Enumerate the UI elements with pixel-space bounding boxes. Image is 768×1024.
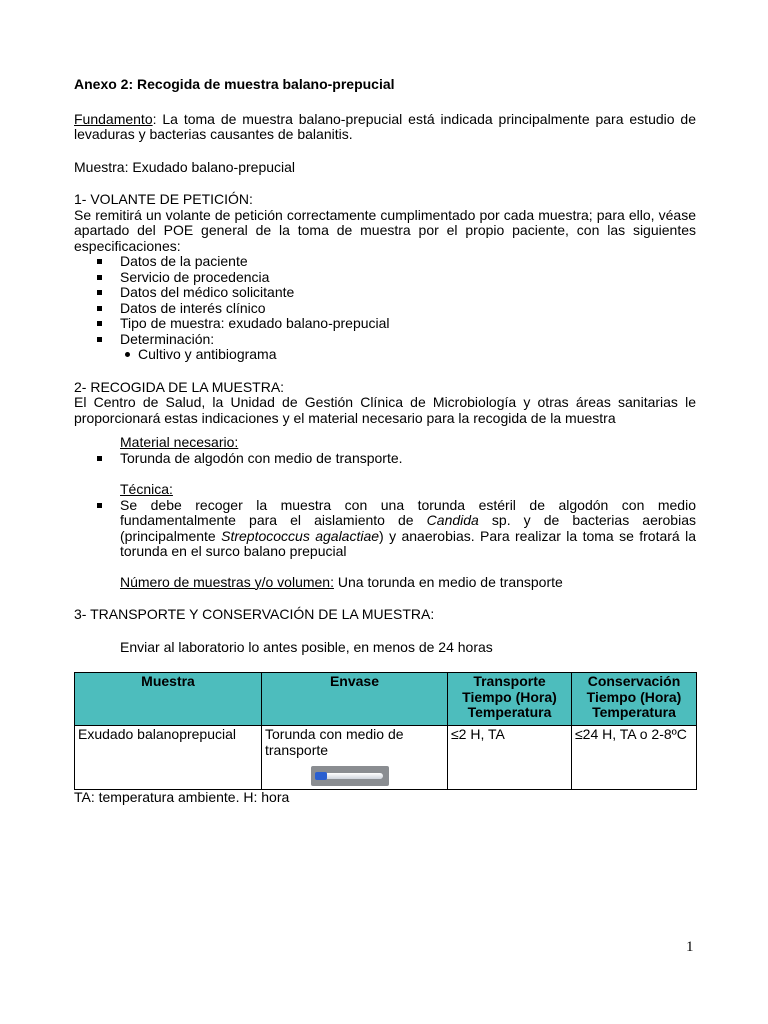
document-page	[74, 74, 696, 806]
cell-muestra: Exudado balanoprepucial	[75, 726, 262, 790]
list-item: Servicio de procedencia	[120, 270, 696, 286]
section2-heading: 2- RECOGIDA DE LA MUESTRA:	[74, 378, 285, 395]
section1-heading: 1- VOLANTE DE PETICIÓN:	[74, 191, 253, 207]
list-item: Datos de interés clínico	[120, 301, 696, 317]
material-list	[74, 451, 696, 467]
candida-term: Candida	[426, 512, 479, 528]
section1-text: Se remitirá un volante de petición correctamente cumplimentado por cada muestra; para ello, véase apartado del POE general de la toma de muestra por el propio paciente, con las siguientes especificaciones:	[74, 206, 696, 254]
fundamento-paragraph	[74, 112, 696, 143]
muestra-line: Muestra: Exudado balano-prepucial	[74, 158, 296, 175]
determinacion-sublist	[120, 347, 696, 363]
numero-muestras-line	[74, 575, 696, 591]
section1-list	[74, 254, 696, 363]
list-item: Datos de la paciente	[120, 254, 696, 270]
fundamento-label: Fundamento	[74, 110, 153, 127]
fundamento-text: : La toma de muestra balano-prepucial está indicada principalmente para estudio de levaduras y bacterias causantes de balanitis.	[74, 110, 696, 142]
header-muestra: Muestra	[75, 673, 262, 726]
determinacion-label: Determinación:	[120, 330, 215, 347]
list-item: Datos del médico solicitante	[120, 285, 696, 301]
transport-table	[74, 672, 697, 790]
swab-tube-image	[311, 766, 389, 786]
cell-conservacion: ≤24 H, TA o 2-8ºC	[572, 726, 697, 790]
header-conservacion: Conservación Tiempo (Hora) Temperatura	[572, 673, 697, 726]
list-item	[120, 332, 696, 363]
list-item: Tipo de muestra: exudado balano-prepucial	[120, 316, 696, 332]
cell-envase	[262, 726, 448, 790]
envase-text: Torunda con medio de transporte	[265, 726, 404, 758]
material-label: Material necesario:	[120, 434, 239, 450]
tecnica-list	[74, 498, 696, 560]
footnote: TA: temperatura ambiente. H: hora	[74, 789, 290, 805]
enviar-line: Enviar al laboratorio lo antes posible, en menos de 24 horas	[120, 638, 493, 655]
tecnica-item	[120, 498, 696, 560]
page-number: 1	[686, 939, 694, 955]
section3-heading: 3- TRANSPORTE Y CONSERVACIÓN DE LA MUESTRA:	[74, 606, 435, 622]
tecnica-label: Técnica:	[120, 481, 173, 497]
tecnica-text-2: sp. y de bacterias aerobias (principalmente	[120, 512, 696, 544]
header-envase: Envase	[262, 673, 448, 726]
page-title: Anexo 2: Recogida de muestra balano-prepucial	[74, 76, 395, 92]
numero-value: Una torunda en medio de transporte	[333, 573, 563, 590]
streptococcus-term: Streptococcus agalactiae	[221, 527, 380, 544]
table-row	[75, 726, 697, 790]
section2-text: El Centro de Salud, la Unidad de Gestión Clínica de Microbiología y otras áreas sanitarias le proporcionará estas indicaciones y el material necesario para la recogida de la muestra	[74, 394, 696, 426]
list-item: Torunda de algodón con medio de transporte.	[120, 451, 696, 467]
table-header-row	[75, 673, 697, 726]
header-transporte: Transporte Tiempo (Hora) Temperatura	[448, 673, 572, 726]
numero-label: Número de muestras y/o volumen:	[120, 573, 334, 590]
tecnica-text-1: Se debe recoger la muestra con una torunda estéril de algodón con medio fundamentalmente para el aislamiento de	[120, 496, 696, 528]
cell-transporte: ≤2 H, TA	[448, 726, 572, 790]
sub-list-item: Cultivo y antibiograma	[138, 347, 696, 363]
tecnica-text-3: ) y anaerobias. Para realizar la toma se frotará la torunda en el surco balano prepucial	[120, 527, 696, 559]
